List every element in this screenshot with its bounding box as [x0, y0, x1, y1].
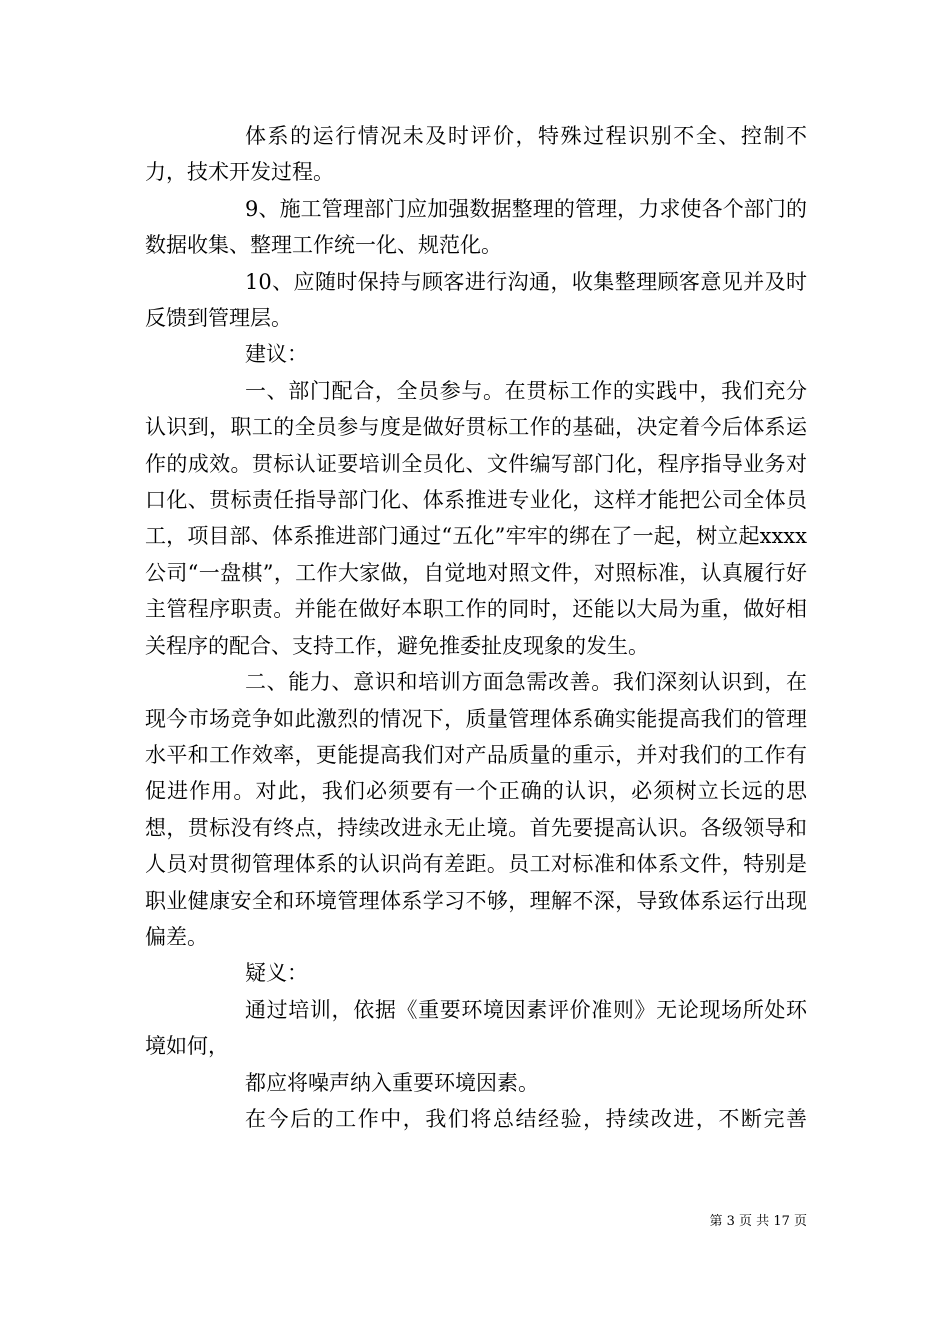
paragraph-doubt-training: 通过培训，依据《重要环境因素评价准则》无论现场所处环境如何， — [145, 997, 807, 1059]
heading-suggestions: 建议： — [245, 342, 308, 367]
paragraph-item-9: 9、施工管理部门应加强数据整理的管理，力求使各个部门的数据收集、整理工作统一化、规范化。 — [145, 196, 807, 258]
document-body — [145, 118, 807, 1137]
paragraph-closing: 在今后的工作中，我们将总结经验，持续改进，不断完善 — [245, 1106, 807, 1131]
heading-doubts: 疑义： — [245, 961, 308, 986]
paragraph-item-10: 10、应随时保持与顾客进行沟通，收集整理顾客意见并及时反馈到管理层。 — [145, 269, 807, 331]
paragraph-evaluation: 体系的运行情况未及时评价，特殊过程识别不全、控制不力，技术开发过程。 — [145, 124, 807, 185]
page-number-footer: 第 3 页 共 17 页 — [709, 1214, 807, 1229]
paragraph-doubt-noise: 都应将噪声纳入重要环境因素。 — [245, 1070, 539, 1095]
paragraph-suggestion-1: 一、部门配合，全员参与。在贯标工作的实践中，我们充分认识到，职工的全员参与度是做好贯标工作的基础，决定着今后体系运作的成效。贯标认证要培训全员化、文件编写部门化，程序指导业务对口化、贯标责任指导部门化、体系推进专业化，这样才能把公司全体员工，项目部、体系推进部门通过“五化”牢牢的绑在了一起，树立起xxxx公司“一盘棋”，工作大家做，自觉地对照文件，对照标准，认真履行好主管程序职责。并能在做好本职工作的同时，还能以大局为重，做好相关程序的配合、支持工作，避免推委扯皮现象的发生。 — [145, 378, 807, 658]
paragraph-suggestion-2: 二、能力、意识和培训方面急需改善。我们深刻认识到，在现今市场竞争如此激烈的情况下，质量管理体系确实能提高我们的管理水平和工作效率，更能提高我们对产品质量的重示，并对我们的工作有促进作用。对此，我们必须要有一个正确的认识，必须树立长远的思想，贯标没有终点，持续改进永无止境。首先要提高认识。各级领导和人员对贯彻管理体系的认识尚有差距。员工对标准和体系文件，特别是职业健康安全和环境管理体系学习不够，理解不深，导致体系运行出现偏差。 — [145, 670, 807, 949]
